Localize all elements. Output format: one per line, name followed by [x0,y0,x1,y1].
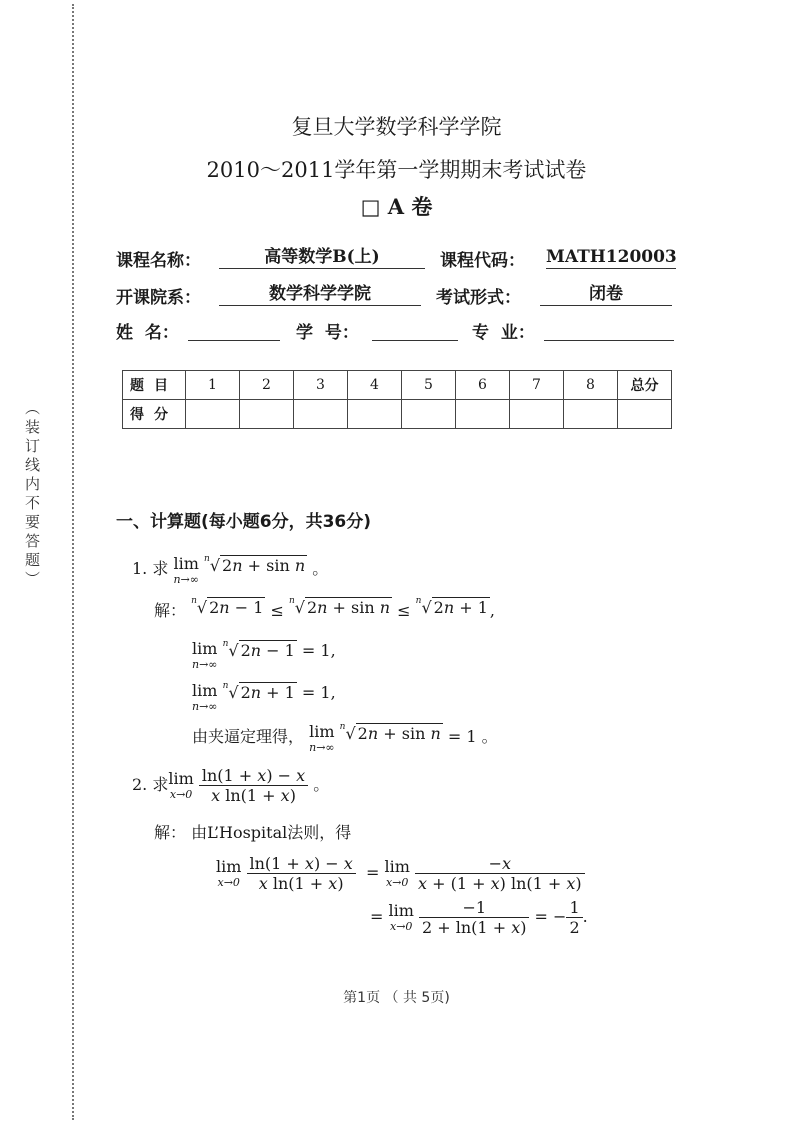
score-row [123,400,672,429]
binding-note: （装订线内不要答题） [23,400,41,590]
solution-text: 由L’Hospital法则，得 [191,823,352,842]
question-col: 7 [510,371,564,400]
question-prompt: 求 [152,559,169,578]
question-col: 6 [456,371,510,400]
question-col: 3 [294,371,348,400]
q1-solution-step3: lim n→∞ $^n$√ 2n + 1 = 1, [192,681,336,713]
name-field[interactable] [188,318,280,341]
question-col: 4 [348,371,402,400]
school-title: 复旦大学数学科学学院 [291,115,502,139]
name-label: 姓 名： [116,323,179,343]
question-col: 5 [402,371,456,400]
question-number: 2. [132,775,148,794]
course-code-field[interactable]: MATH120003 [546,247,677,267]
section-title: 一、计算题(每小题6分，共36分) [116,512,372,532]
solution-label: 解： [154,823,187,842]
score-cell[interactable] [510,400,564,429]
score-cell[interactable] [456,400,510,429]
solution-label: 解： [154,601,187,620]
major-label: 专 业： [472,323,535,343]
course-name-field[interactable]: 高等数学B(上) [219,246,425,269]
question-col: 2 [240,371,294,400]
department-label: 开课院系： [116,288,201,308]
total-header: 总分 [618,371,672,400]
question-2: 2. 求 lim x→0 $\frac{\ln(1 + x) - x}{\text{x ln(1 + x)}}$ 。 [132,766,330,805]
question-1: 1. 求 lim n→∞ $^n$√ 2n + sin n 。 [132,554,329,586]
course-code-label: 课程代码： [440,251,525,271]
course-name-label: 课程名称： [116,251,201,271]
student-id-field[interactable] [372,318,458,341]
score-table [122,370,672,429]
score-cell[interactable] [186,400,240,429]
exam-title: 2010～2011学年第一学期期末考试试卷 [206,158,587,182]
exam-form-field[interactable]: 闭卷 [540,283,672,306]
score-cell[interactable] [240,400,294,429]
department-field[interactable]: 数学科学学院 [219,283,421,306]
question-row [123,371,672,400]
q2-solution-step2: = lim x→0 $\frac{-1}{2 + \ln(1 + x)}$ = − $\frac{1}{2}$ . [370,898,588,937]
score-header: 得分 [123,400,186,429]
question-col: 1 [186,371,240,400]
exam-form-label: 考试形式： [436,288,521,308]
question-number: 1. [132,559,148,578]
question-col: 8 [564,371,618,400]
score-cell[interactable] [564,400,618,429]
q1-solution-step1: 解： $^n$√ 2n − 1 ≤ $^n$√ 2n + sin n ≤ $^n$√ 2n + 1 , [154,596,495,620]
score-cell[interactable] [402,400,456,429]
total-score-cell[interactable] [618,400,672,429]
paper-type: □ A 卷 [360,194,433,219]
q2-solution-intro [154,820,351,843]
student-id-label: 学 号： [296,323,359,343]
page-footer: 第1页 （ 共 5页) [343,990,450,1006]
q2-solution-step1: lim x→0 $\frac{\ln(1 + x) - x}{\text{x ln(1 + x)}}$ = lim x→0 $\frac{-x}{x + (1 + x) \ln(1 + x)}$ [216,854,585,893]
q1-conclusion: 由夹逼定理得， lim n→∞ $^n$√ 2n + sin n = 1 。 [192,722,498,754]
question-prompt: 求 [152,775,169,794]
q1-solution-step2: lim n→∞ $^n$√ 2n − 1 = 1, [192,639,336,671]
question-header: 题目 [123,371,186,400]
major-field[interactable] [544,318,674,341]
conclusion-text: 由夹逼定理得， [192,727,305,746]
score-cell[interactable] [294,400,348,429]
score-cell[interactable] [348,400,402,429]
